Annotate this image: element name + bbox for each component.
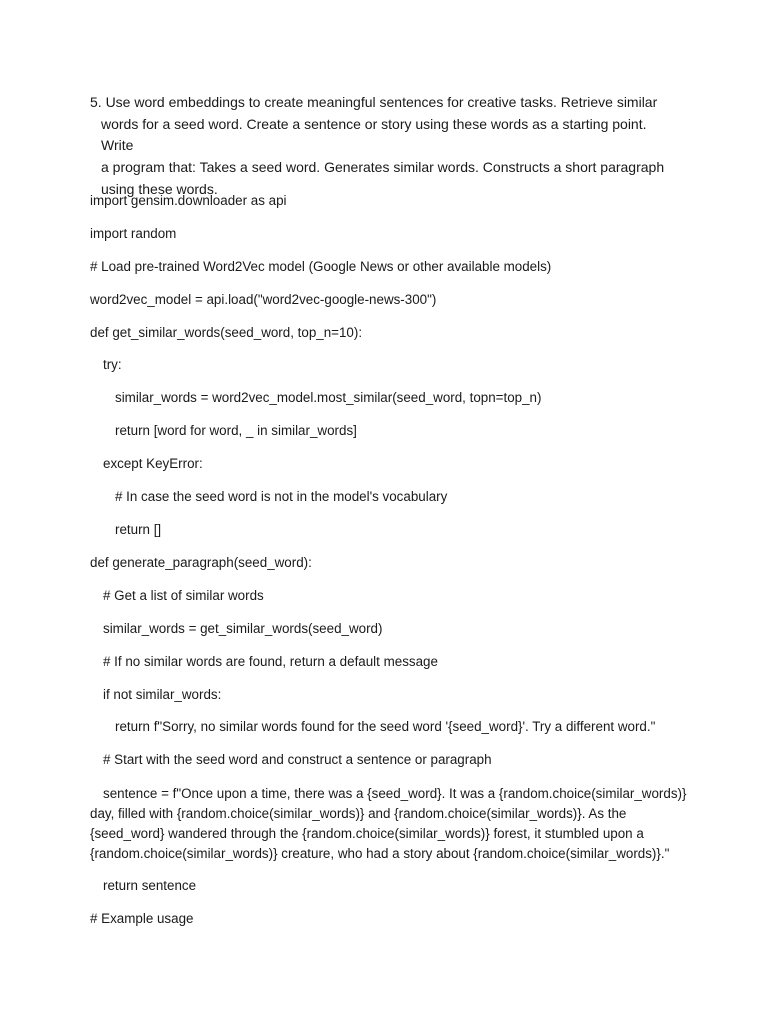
code-line: sentence = f"Once upon a time, there was a {seed_word}. It was a {random.choice(similar_words)} — [103, 786, 687, 801]
task-line: words for a seed word. Create a sentence or story using these words as a starting point. Write — [101, 115, 647, 154]
code-comment: # If no similar words are found, return a default message — [103, 654, 438, 669]
code-line: day, filled with {random.choice(similar_words)} and {random.choice(similar_words)}. As the — [90, 806, 627, 821]
code-line: return [] — [115, 522, 162, 537]
code-comment: # Load pre-trained Word2Vec model (Google News or other available models) — [90, 259, 552, 274]
code-line: return sentence — [103, 878, 197, 893]
code-comment: # Start with the seed word and construct a sentence or paragraph — [103, 752, 492, 767]
code-line: {seed_word} wandered through the {random.choice(similar_words)} forest, it stumbled upon a — [90, 826, 644, 841]
task-line: using these words. — [101, 180, 218, 197]
task-description — [90, 92, 680, 201]
code-line: try: — [103, 357, 122, 372]
code-line: return [word for word, _ in similar_words] — [115, 423, 357, 438]
code-line: def get_similar_words(seed_word, top_n=10): — [90, 325, 363, 340]
code-line: def generate_paragraph(seed_word): — [90, 555, 312, 570]
code-line: {random.choice(similar_words)} creature, who had a story about {random.choice(similar_words)}." — [90, 846, 670, 861]
code-line: except KeyError: — [103, 456, 203, 471]
code-line: return f"Sorry, no similar words found for the seed word '{seed_word}'. Try a different word." — [115, 719, 656, 734]
code-line: similar_words = get_similar_words(seed_word) — [103, 621, 383, 636]
code-comment: # Get a list of similar words — [103, 588, 264, 603]
task-line: 5. Use word embeddings to create meaningful sentences for creative tasks. Retrieve similar — [90, 94, 658, 110]
code-line: word2vec_model = api.load("word2vec-google-news-300") — [90, 292, 437, 307]
code-line: if not similar_words: — [103, 687, 222, 702]
code-line: similar_words = word2vec_model.most_similar(seed_word, topn=top_n) — [115, 390, 542, 405]
code-line: import random — [90, 226, 177, 241]
code-comment: # Example usage — [90, 911, 194, 926]
code-comment: # In case the seed word is not in the model's vocabulary — [115, 489, 448, 504]
code-sentence-block — [90, 784, 687, 864]
task-line: a program that: Takes a seed word. Generates similar words. Constructs a short paragraph — [101, 159, 665, 176]
code-line: import gensim.downloader as api — [90, 193, 287, 208]
